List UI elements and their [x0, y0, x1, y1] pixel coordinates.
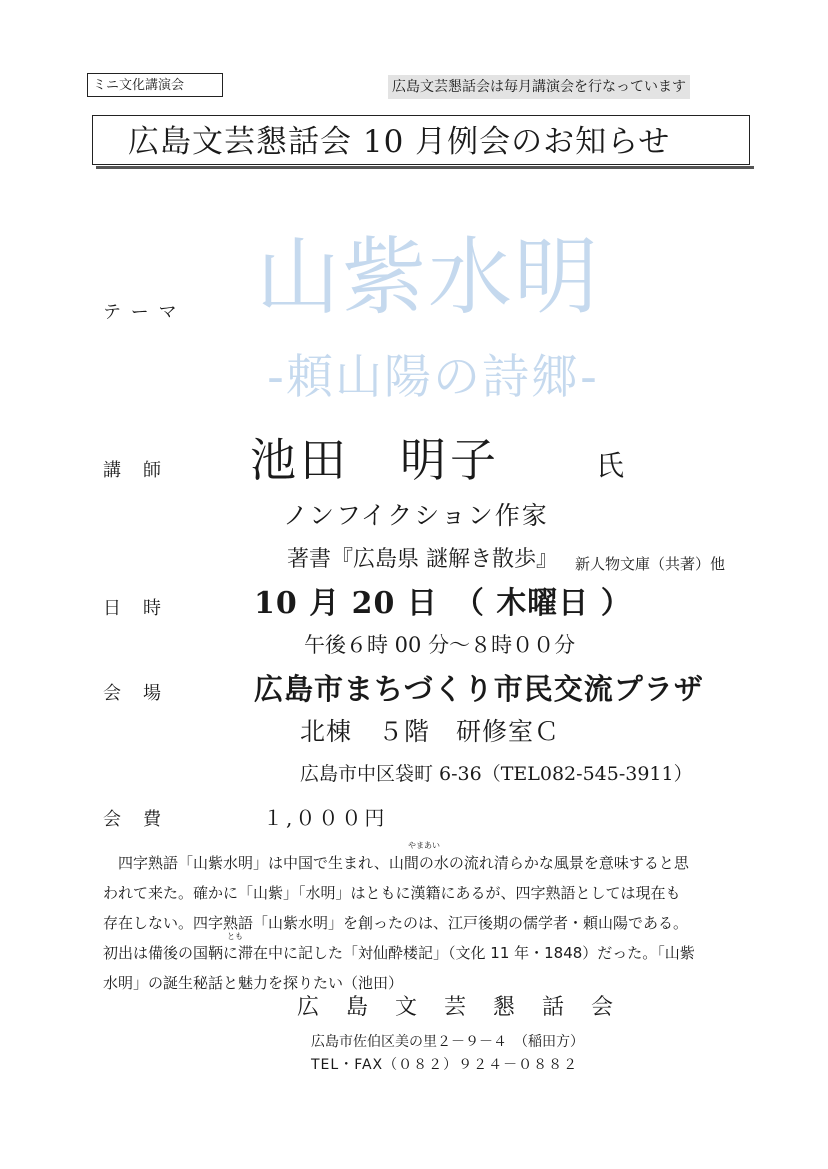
lecturer-book: 著書『広島県 謎解き散歩』 [287, 547, 558, 572]
description-line: 初出は備後の国鞆に滞在中に記した「対仙酔楼記」（文化 11 年・1848）だった。「山紫 [103, 944, 695, 962]
theme-subtitle: -頼山陽の詩郷- [267, 350, 599, 405]
fee-label: 会 費 [103, 809, 163, 830]
datetime-label: 日 時 [103, 598, 163, 619]
lecturer-honorific: 氏 [596, 449, 625, 482]
description-line: 存在しない。四字熟語「山紫水明」を創ったのは、江戸後期の儒学者・頼山陽である。 [103, 914, 689, 932]
fee-amount: １,０００円 [263, 806, 388, 830]
mini-lecture-badge: ミニ文化講演会 [87, 73, 223, 97]
venue-room: 北棟 ５階 研修室Ｃ [300, 717, 561, 746]
event-date: 10 月 20 日 （ 木曜日 ） [254, 586, 632, 621]
organizer-address: 広島市佐伯区美の里２－９－４ （稲田方） [311, 1034, 584, 1050]
theme-main-title: 山紫水明 [256, 228, 601, 326]
event-time: 午後６時 00 分～８時００分 [304, 633, 576, 657]
lecturer-book-publisher: 新人物文庫（共著）他 [575, 555, 726, 573]
ruby-yamaai: やまあい [408, 841, 440, 850]
theme-label: テ ー マ [103, 302, 179, 323]
venue-label: 会 場 [103, 683, 163, 704]
description-line: われて来た。確かに「山紫」「水明」はともに漢籍にあるが、四字熟語としては現在も [103, 884, 681, 902]
organizer-name: 広 島 文 芸 懇 話 会 [297, 995, 623, 1020]
ruby-tomo: とも [227, 932, 243, 941]
lecturer-name: 池田 明子 [250, 433, 500, 487]
page-title: 広島文芸懇話会 10 月例会のお知らせ [128, 124, 671, 160]
description-paragraph [103, 848, 753, 998]
venue-name: 広島市まちづくり市民交流プラザ [254, 672, 704, 706]
venue-address: 広島市中区袋町 6-36（TEL082-545-3911） [300, 763, 693, 785]
organizer-tel: TEL・FAX（０８２）９２４－０８８２ [311, 1057, 579, 1073]
monthly-lecture-note: 広島文芸懇話会は毎月講演会を行なっています [388, 75, 690, 99]
lecturer-label: 講 師 [103, 460, 163, 481]
description-line: 四字熟語「山紫水明」は中国で生まれ、山間の水の流れ清らかな風景を意味すると思 [118, 854, 689, 872]
description-line: 水明」の誕生秘話と魅力を探りたい（池田） [103, 974, 404, 992]
lecturer-profession: ノンフイクション作家 [283, 501, 549, 530]
